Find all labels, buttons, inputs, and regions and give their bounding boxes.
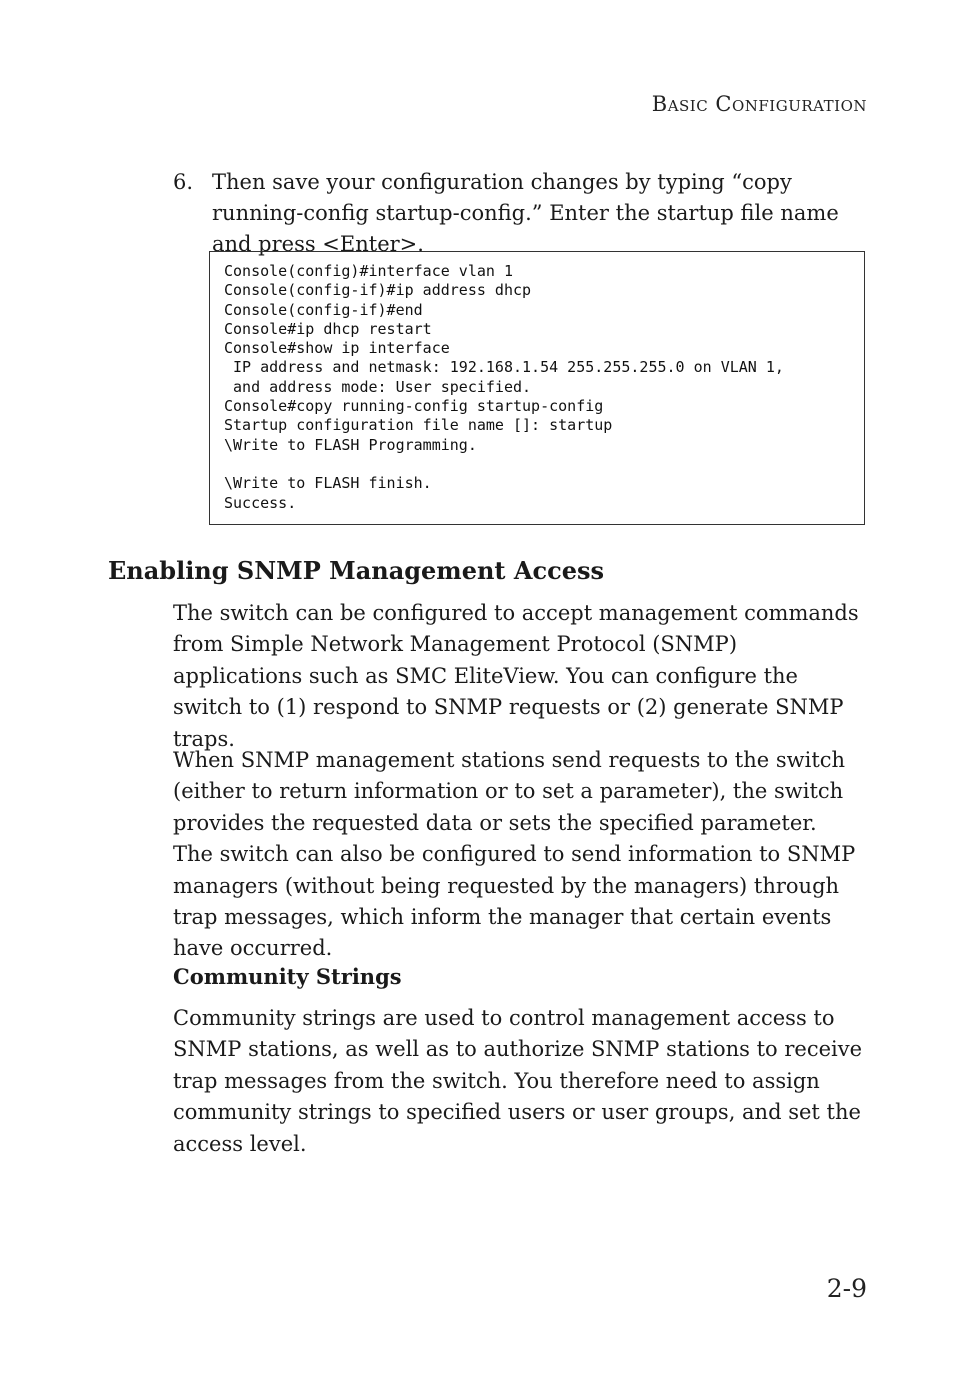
code-line (224, 455, 864, 474)
code-line: \Write to FLASH finish. (224, 474, 432, 493)
subsection-paragraph: Community strings are used to control management access to SNMP stations, as well as to authorize SNMP stations to receive trap messages from the switch. You therefore need to assign community strings to specified users or user groups, and set the access level. (173, 1006, 863, 1156)
code-line: Console#copy running-config startup-config (224, 397, 604, 416)
code-line: Console(config)#interface vlan 1 (224, 262, 513, 280)
subsection-heading: Community Strings (173, 964, 402, 989)
code-line: Success. (224, 493, 297, 512)
code-line: \Write to FLASH Programming. (224, 435, 477, 454)
code-line: Startup configuration file name []: startup (224, 416, 613, 435)
step-text: Then save your configuration changes by typing “copy running-config startup-config.” Enter the startup file name and press <Enter>. (212, 170, 839, 256)
code-line: Console#show ip interface (224, 339, 450, 358)
code-line: Console(config-if)#end (224, 300, 423, 319)
code-line: Console(config-if)#ip address dhcp (224, 281, 532, 300)
console-code-block (209, 251, 865, 525)
step-6 (173, 167, 873, 260)
section-paragraph-2: When SNMP management stations send requests to the switch (either to return information or to set a parameter), the switch provides the requested data or sets the specified parameter. The switch can also be configured to send information to SNMP managers (without being requested by the managers) through trap messages, which inform the manager that certain events have occurred. (173, 748, 856, 961)
section-paragraph-1: The switch can be configured to accept management commands from Simple Network Management Protocol (SNMP) applications such as SMC EliteView. You can configure the switch to (1) respond to SNMP requests or (2) generate SNMP traps. (173, 601, 859, 751)
code-line: IP address and netmask: 192.168.1.54 255.255.255.0 on VLAN 1, (224, 358, 784, 377)
page-number: 2-9 (826, 1274, 867, 1303)
code-line: Console#ip dhcp restart (224, 319, 432, 338)
code-line: and address mode: User specified. (224, 377, 532, 396)
section-heading: Enabling SNMP Management Access (108, 556, 604, 585)
step-number: 6. (173, 170, 194, 194)
running-header: Basic Configuration (651, 92, 867, 116)
